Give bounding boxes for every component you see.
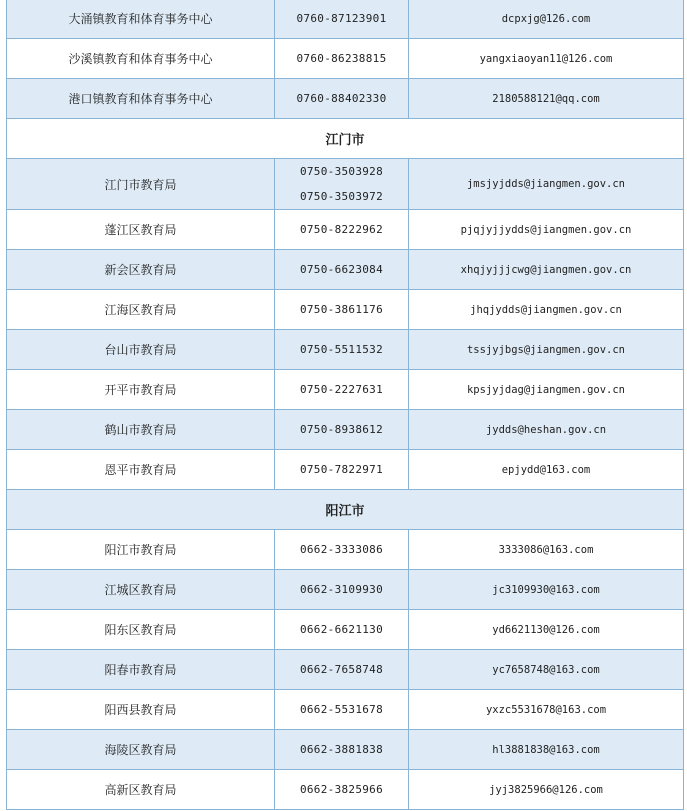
phone-number: 0662-6621130 [299,623,384,636]
agency-name-cell: 台山市教育局 [7,330,275,370]
email-cell: kpsjyjdag@jiangmen.gov.cn [409,370,684,410]
phone-number: 0750-3861176 [299,303,384,316]
table-row [7,290,684,330]
phone-cell [275,450,409,490]
table-row [7,79,684,119]
email-cell: 2180588121@qq.com [409,79,684,119]
email-cell: yxzc5531678@163.com [409,690,684,730]
table-row [7,610,684,650]
agency-name-cell: 开平市教育局 [7,370,275,410]
agency-name-cell: 江城区教育局 [7,570,275,610]
contact-table [6,0,684,810]
agency-name-cell: 沙溪镇教育和体育事务中心 [7,39,275,79]
email-cell: jydds@heshan.gov.cn [409,410,684,450]
phone-cell [275,410,409,450]
agency-name-cell: 恩平市教育局 [7,450,275,490]
agency-name-cell: 阳东区教育局 [7,610,275,650]
agency-name-cell: 大涌镇教育和体育事务中心 [7,0,275,39]
email-cell: epjydd@163.com [409,450,684,490]
agency-name-cell: 蓬江区教育局 [7,210,275,250]
email-cell: dcpxjg@126.com [409,0,684,39]
phone-cell [275,330,409,370]
phone-number: 0662-3825966 [299,783,384,796]
phone-cell [275,250,409,290]
phone-number: 0760-86238815 [296,52,387,65]
phone-number: 0662-3333086 [299,543,384,556]
phone-cell [275,210,409,250]
email-cell: jyj3825966@126.com [409,770,684,810]
section-header-row [7,119,684,159]
phone-cell [275,690,409,730]
agency-name-cell: 港口镇教育和体育事务中心 [7,79,275,119]
phone-number: 0750-7822971 [299,463,384,476]
table-row [7,330,684,370]
agency-name-cell: 阳江市教育局 [7,530,275,570]
email-cell: jc3109930@163.com [409,570,684,610]
table-row [7,730,684,770]
phone-number: 0750-8222962 [299,223,384,236]
phone-number: 0662-3109930 [299,583,384,596]
section-title: 阳江市 [7,490,684,530]
email-cell: yangxiaoyan11@126.com [409,39,684,79]
table-row [7,410,684,450]
agency-name-cell: 鹤山市教育局 [7,410,275,450]
phone-number: 0750-5511532 [299,343,384,356]
table-row [7,530,684,570]
email-cell: 3333086@163.com [409,530,684,570]
phone-number: 0750-3503928 [299,165,384,178]
email-cell: hl3881838@163.com [409,730,684,770]
section-header-row [7,490,684,530]
email-cell: yd6621130@126.com [409,610,684,650]
section-title: 江门市 [7,119,684,159]
phone-number: 0750-3503972 [299,190,384,203]
phone-number: 0662-7658748 [299,663,384,676]
phone-number: 0750-6623084 [299,263,384,276]
phone-number: 0750-2227631 [299,383,384,396]
phone-cell [275,39,409,79]
agency-name-cell: 高新区教育局 [7,770,275,810]
table-row [7,159,684,210]
agency-name-cell: 阳春市教育局 [7,650,275,690]
phone-cell [275,610,409,650]
phone-number: 0750-8938612 [299,423,384,436]
agency-name-cell: 江海区教育局 [7,290,275,330]
phone-cell [275,650,409,690]
phone-number: 0662-3881838 [299,743,384,756]
table-row [7,570,684,610]
email-cell: jmsjyjdds@jiangmen.gov.cn [409,159,684,210]
table-row [7,39,684,79]
agency-name-cell: 阳西县教育局 [7,690,275,730]
table-row [7,450,684,490]
phone-number: 0662-5531678 [299,703,384,716]
email-cell: xhqjyjjjcwg@jiangmen.gov.cn [409,250,684,290]
table-row [7,690,684,730]
table-row [7,770,684,810]
contact-table-body [7,0,684,810]
phone-number: 0760-87123901 [296,12,387,25]
email-cell: pjqjyjjydds@jiangmen.gov.cn [409,210,684,250]
table-row [7,370,684,410]
agency-name-cell: 海陵区教育局 [7,730,275,770]
agency-name-cell: 江门市教育局 [7,159,275,210]
table-row [7,650,684,690]
phone-cell [275,530,409,570]
email-cell: yc7658748@163.com [409,650,684,690]
phone-number: 0760-88402330 [296,92,387,105]
email-cell: tssjyjbgs@jiangmen.gov.cn [409,330,684,370]
email-cell: jhqjydds@jiangmen.gov.cn [409,290,684,330]
agency-name-cell: 新会区教育局 [7,250,275,290]
phone-cell [275,570,409,610]
table-row [7,250,684,290]
phone-cell [275,290,409,330]
phone-cell [275,159,409,210]
phone-cell [275,0,409,39]
table-row [7,0,684,39]
table-row [7,210,684,250]
phone-cell [275,770,409,810]
phone-cell [275,370,409,410]
phone-cell [275,79,409,119]
phone-cell [275,730,409,770]
